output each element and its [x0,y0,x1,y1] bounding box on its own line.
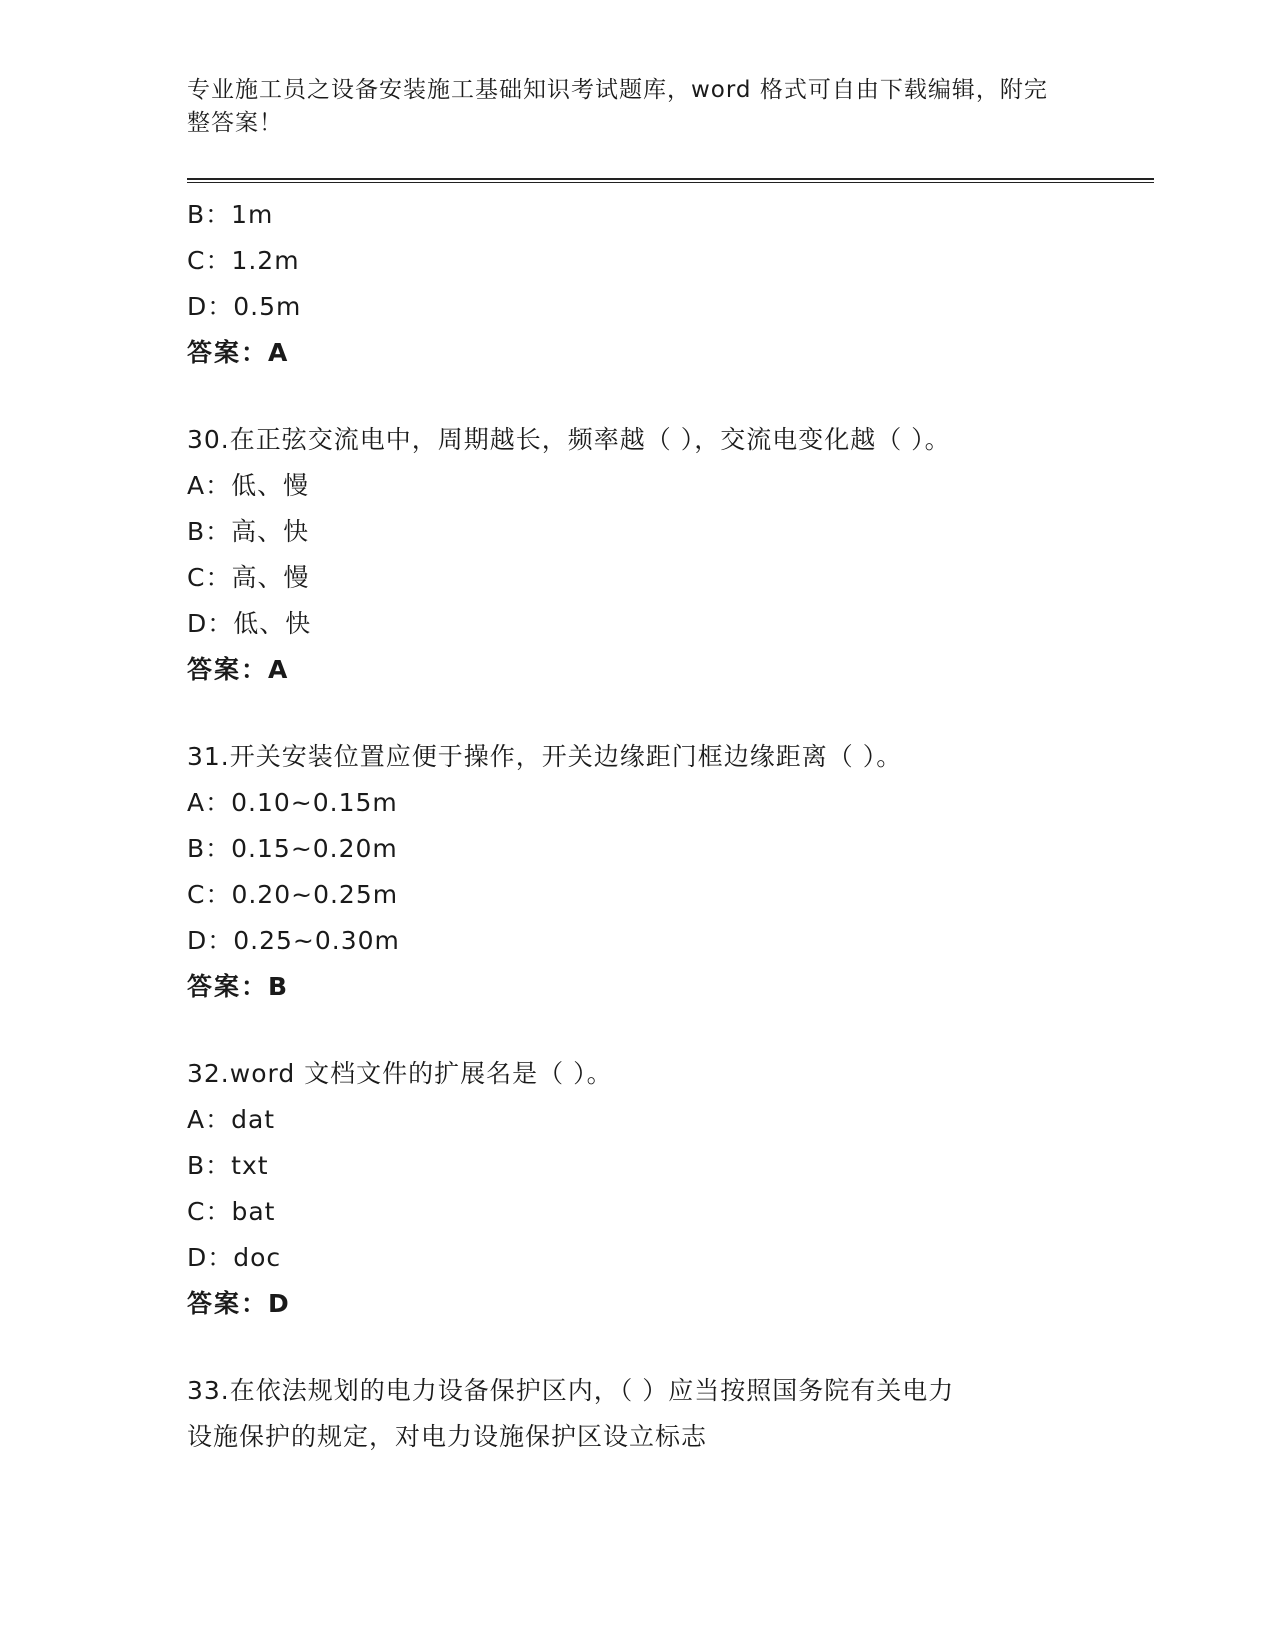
question-stem: 32.word 文档文件的扩展名是（ ）。 [187,1059,613,1088]
page-header [187,74,1067,140]
answer-line: 答案：B [187,972,290,1001]
answer-line: 答案：D [187,1289,291,1318]
question-stem: 31.开关安装位置应便于操作，开关边缘距门框边缘距离（ ）。 [187,742,903,771]
option-d: D：0.5m [187,292,302,321]
document-page [187,0,1157,1650]
spacer [187,1010,1087,1051]
option-b: B：0.15~0.20m [187,834,398,863]
question-30 [187,417,1087,693]
option-a: A：0.10~0.15m [187,788,398,817]
spacer [187,693,1087,734]
option-c: C：0.20~0.25m [187,880,399,909]
option-c: C：1.2m [187,246,300,275]
option-d: D：低、快 [187,609,312,638]
question-31 [187,734,1087,1010]
option-b: B：高、快 [187,517,310,546]
option-a: A：dat [187,1105,276,1134]
question-29-continued [187,192,1087,376]
spacer [187,1327,1087,1368]
option-d: D：doc [187,1243,282,1272]
question-list [187,192,1087,1460]
header-divider [187,178,1154,183]
spacer [187,376,1087,417]
option-c: C：bat [187,1197,276,1226]
option-d: D：0.25~0.30m [187,926,400,955]
question-32 [187,1051,1087,1327]
answer-line: 答案：A [187,338,290,367]
question-stem-line-2: 设施保护的规定，对电力设施保护区设立标志 [187,1422,708,1451]
option-b: B：txt [187,1151,269,1180]
option-b: B：1m [187,200,274,229]
question-33 [187,1368,1087,1460]
option-a: A：低、慢 [187,471,310,500]
header-line-2: 整答案！ [187,110,283,136]
question-stem-line-1: 33.在依法规划的电力设备保护区内，（ ）应当按照国务院有关电力 [187,1376,955,1405]
question-stem: 30.在正弦交流电中，周期越长，频率越（ ），交流电变化越（ ）。 [187,425,951,454]
option-c: C：高、慢 [187,563,310,592]
answer-line: 答案：A [187,655,290,684]
header-line-1: 专业施工员之设备安装施工基础知识考试题库，word 格式可自由下载编辑，附完 [187,77,1048,103]
